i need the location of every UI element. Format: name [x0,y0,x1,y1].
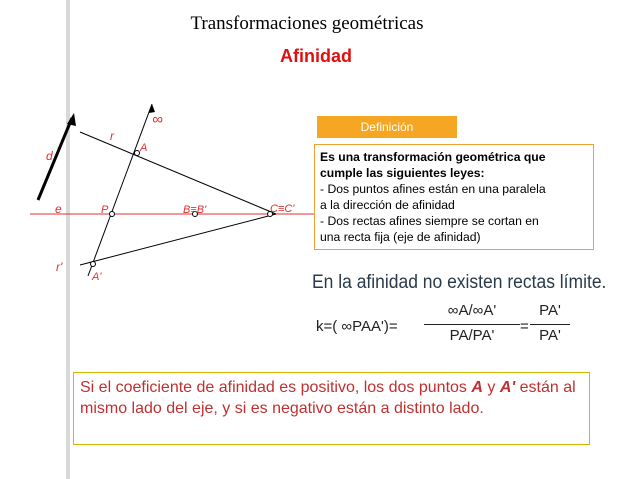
point-p [110,212,115,217]
definition-lead-line: Es una transformación geométrica que [320,150,546,164]
label-r: r [110,129,114,143]
definition-law-line: - Dos rectas afines siempre se cortan en [320,214,539,228]
fraction-numerator: ∞A/∞A' [447,302,497,319]
formula-fraction-2 [530,302,570,347]
label-d: d [46,149,53,163]
label-p: P [101,204,109,216]
limit-statement: En la afinidad no existen rectas límite. [312,272,607,293]
label-infinity: ∞ [152,111,163,128]
formula-lhs: k=( ∞PAA')= [316,318,398,335]
page-title: Transformaciones geométricas [190,13,424,34]
definition-law-line: a la dirección de afinidad [320,198,455,212]
formula-fraction-1 [424,302,520,347]
fraction-denominator: PA' [539,327,561,344]
page-subtitle: Afinidad [280,46,352,66]
fraction-numerator: PA' [539,302,561,319]
label-b: B≡B' [183,204,207,216]
fraction-bar [530,324,570,325]
line-r [80,132,276,214]
fraction-bar [424,324,520,325]
direction-d-arrow-icon [67,113,76,126]
note-point-a-prime: A' [499,379,516,396]
definition-box [314,144,594,250]
label-a: A [140,142,148,154]
direction-d-line [38,118,72,200]
formula-equals: = [520,318,529,335]
definition-law-line: - Dos puntos afines están en una paralela [320,182,546,196]
label-a-prime: A' [92,271,102,283]
line-r-prime [80,214,276,265]
definition-heading: Definición [317,116,457,138]
direction-line [88,104,152,276]
label-c: C≡C' [270,203,295,215]
point-a-prime [91,262,96,267]
label-r-prime: r' [56,260,63,274]
coefficient-note: Si el coeficiente de afinidad es positivo, los dos puntos A y A' están al mismo lado del eje, y si es negativo están a distinto lado. [73,372,590,445]
definition-lead-line: cumple las siguientes leyes: [320,166,485,180]
note-point-a: A [471,379,483,396]
affinity-formula [316,302,576,352]
definition-law-line: una recta fija (eje de afinidad) [320,230,481,244]
point-a [135,151,140,156]
label-e: e [55,202,62,216]
fraction-denominator: PA/PA' [449,327,495,344]
